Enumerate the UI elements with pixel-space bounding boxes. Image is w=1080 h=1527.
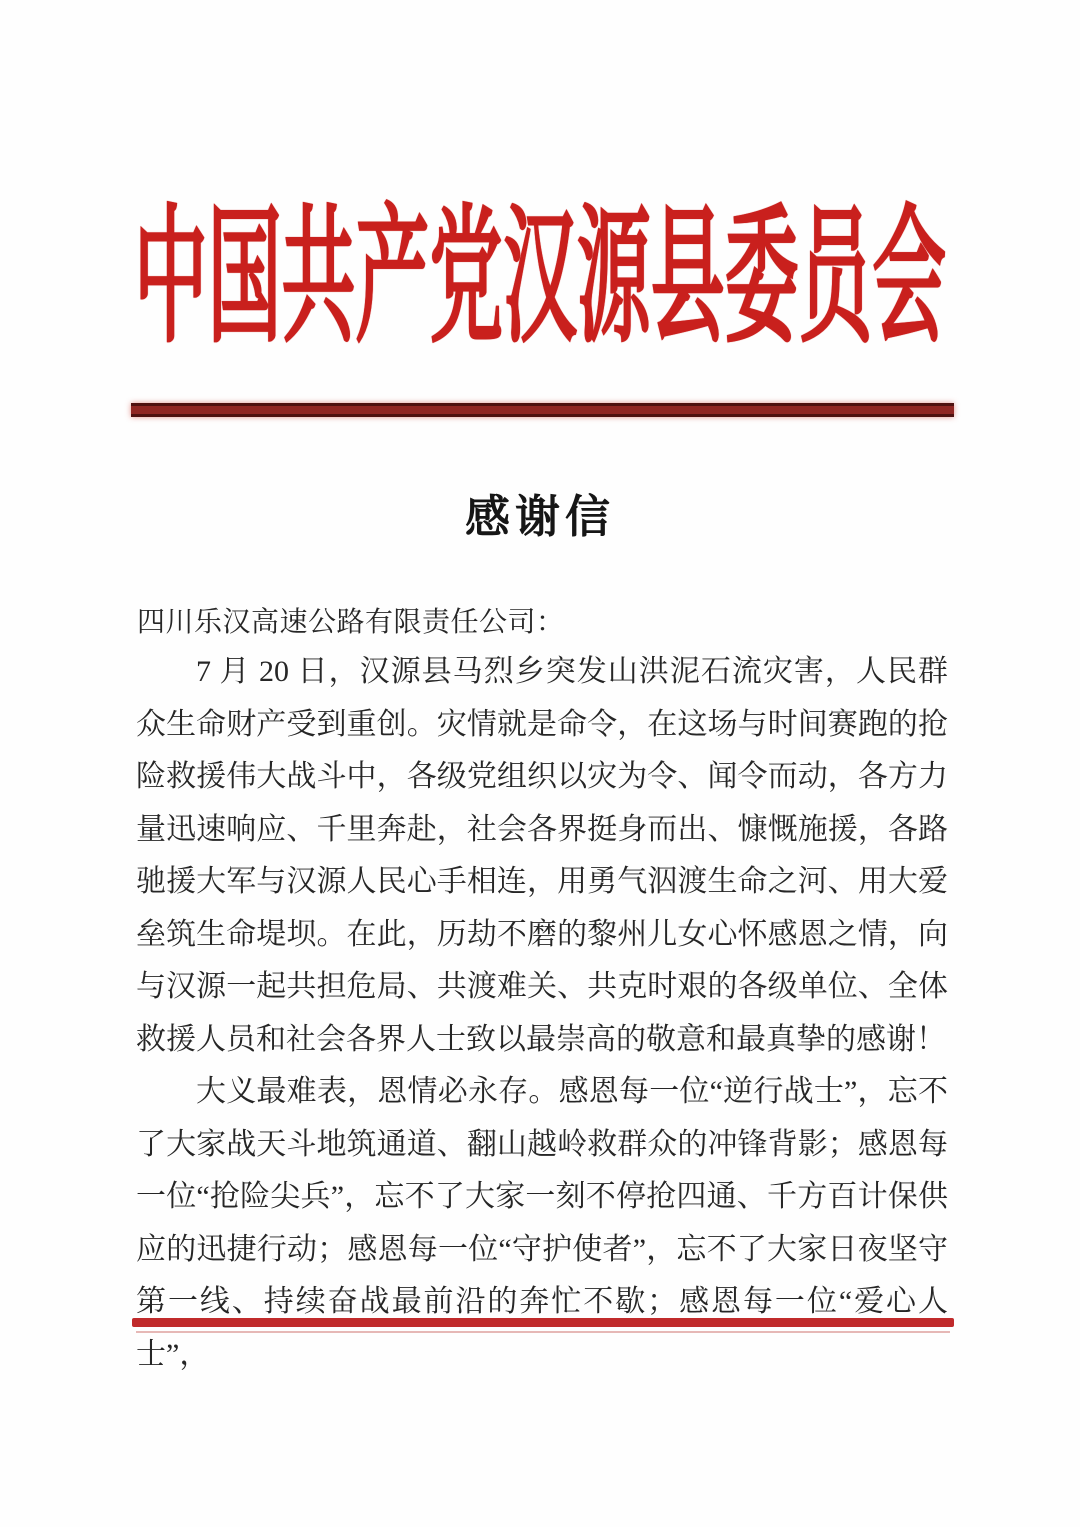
paragraph-1: 7 月 20 日，汉源县马烈乡突发山洪泥石流灾害，人民群众生命财产受到重创。灾情就是命令，在这场与时间赛跑的抢险救援伟大战斗中，各级党组织以灾为令、闻令而动，各方力量迅速响应、千里奔赴，社会各界挺身而出、慷慨施援，各路驰援大军与汉源人民心手相连，用勇气泅渡生命之河、用大爱垒筑生命堤坝。在此，历劫不磨的黎州儿女心怀感恩之情，向与汉源一起共担危局、共渡难关、共克时艰的各级单位、全体救援人员和社会各界人士致以最崇高的敬意和最真挚的感谢！ (136, 655, 948, 1056)
letterhead-text: 中国共产党汉源县委员会 (133, 195, 947, 361)
bottom-divider (132, 1318, 954, 1327)
letterhead-divider (131, 403, 954, 417)
letter-title: 感谢信 (464, 492, 615, 542)
salutation: 四川乐汉高速公路有限责任公司： (137, 607, 565, 638)
paragraph-2: 大义最难表，恩情必永存。感恩每一位“逆行战士”，忘不了大家战天斗地筑通道、翻山越岭救群众的冲锋背影；感恩每一位“抢险尖兵”，忘不了大家一刻不停抢四通、千方百计保供应的迅捷行动；感恩每一位“守护使者”，忘不了大家日夜坚守第一线、持续奋战最前沿的奔忙不歇；感恩每一位“爱心人士”， (136, 1075, 948, 1371)
letterhead (0, 195, 1080, 361)
letter-body (136, 646, 948, 1381)
